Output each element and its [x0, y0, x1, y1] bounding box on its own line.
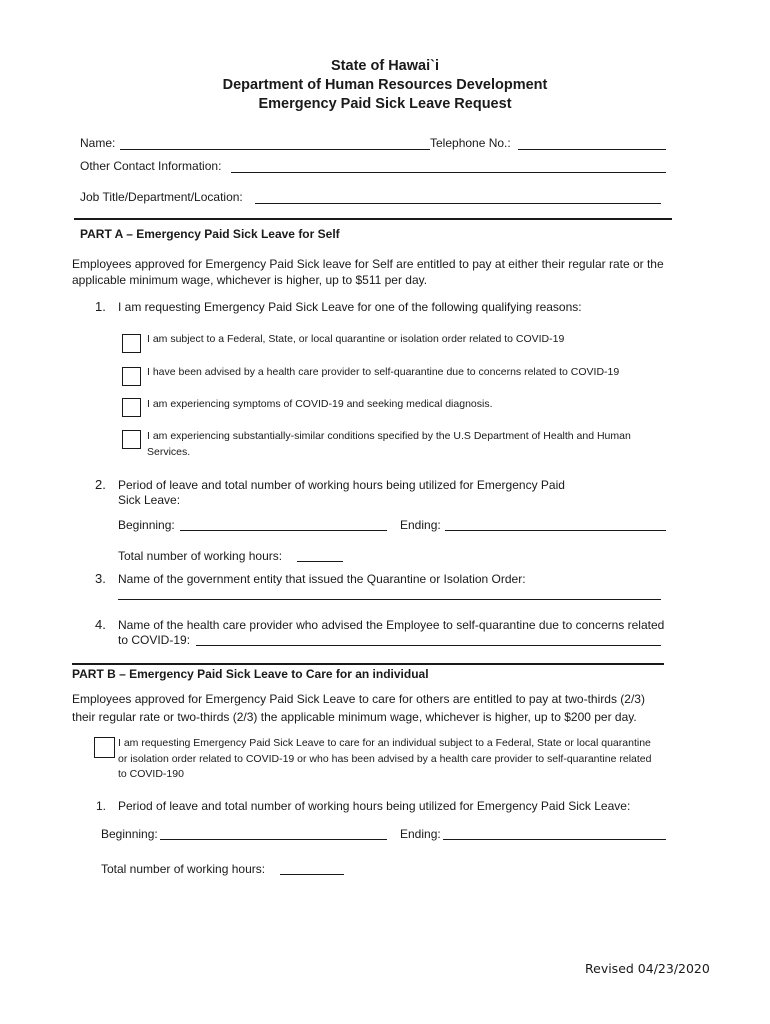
- reason-provider-advised-label: I have been advised by a health care provider to self-quarantine due to concerns related to COVID-19: [147, 366, 620, 378]
- form-title-state: State of Hawai`i: [331, 58, 439, 74]
- reason-provider-advised-checkbox[interactable]: [122, 367, 141, 386]
- part-a-total-hours-field[interactable]: [297, 561, 343, 562]
- part-a-intro-line2: applicable minimum wage, whichever is higher, up to $511 per day.: [72, 273, 428, 287]
- care-for-individual-line3: to COVID-190: [118, 768, 184, 780]
- other-contact-field[interactable]: [231, 172, 666, 173]
- part-b-beginning-label: Beginning:: [101, 827, 158, 841]
- reason-similar-conditions-label: I am experiencing substantially-similar conditions specified by the U.S Department of Health and Human: [147, 430, 631, 442]
- form-title-request: Emergency Paid Sick Leave Request: [258, 96, 512, 112]
- reason-quarantine-order-checkbox[interactable]: [122, 334, 141, 353]
- job-title-label: Job Title/Department/Location:: [80, 190, 243, 204]
- job-title-field[interactable]: [255, 203, 661, 204]
- part-a-item2-number: 2.: [95, 477, 106, 492]
- part-a-item1-text: I am requesting Emergency Paid Sick Leave for one of the following qualifying reasons:: [118, 300, 582, 314]
- part-b-total-hours-label: Total number of working hours:: [101, 862, 266, 876]
- reason-symptoms-checkbox[interactable]: [122, 398, 141, 417]
- form-title-department: Department of Human Resources Development: [222, 77, 548, 93]
- other-contact-label: Other Contact Information:: [80, 159, 222, 173]
- part-b-intro-line2: their regular rate or two-thirds (2/3) the applicable minimum wage, whichever is higher, up to $200 per day.: [72, 710, 637, 724]
- part-a-item3-text: Name of the government entity that issued the Quarantine or Isolation Order:: [118, 572, 526, 586]
- part-a-intro-line1: Employees approved for Emergency Paid Sick leave for Self are entitled to pay at either their regular rate or the: [72, 257, 664, 271]
- part-a-beginning-label: Beginning:: [118, 518, 175, 532]
- revision-date: Revised 04/23/2020: [585, 961, 710, 976]
- section-divider: [74, 218, 672, 220]
- reason-similar-conditions-label-cont: Services.: [147, 446, 191, 458]
- part-a-ending-label: Ending:: [400, 518, 441, 532]
- part-b-ending-label: Ending:: [400, 827, 441, 841]
- part-a-beginning-field[interactable]: [180, 530, 387, 531]
- part-a-ending-field[interactable]: [445, 530, 666, 531]
- care-for-individual-checkbox[interactable]: [94, 737, 115, 758]
- health-care-provider-field[interactable]: [196, 645, 661, 646]
- telephone-field[interactable]: [518, 149, 666, 150]
- part-a-item2-text-line2: Sick Leave:: [118, 493, 181, 507]
- part-a-item4-text-line1: Name of the health care provider who advised the Employee to self-quarantine due to concerns related: [118, 618, 665, 632]
- part-b-beginning-field[interactable]: [160, 839, 387, 840]
- part-a-item2-text-line1: Period of leave and total number of working hours being utilized for Emergency Paid: [118, 478, 565, 492]
- part-a-item1-number: 1.: [95, 299, 106, 314]
- care-for-individual-line1: I am requesting Emergency Paid Sick Leave to care for an individual subject to a Federal, State or local quarantine: [118, 737, 651, 749]
- name-label: Name:: [80, 136, 116, 150]
- reason-similar-conditions-checkbox[interactable]: [122, 430, 141, 449]
- part-b-item1-number: 1.: [96, 799, 107, 813]
- part-b-total-hours-field[interactable]: [280, 874, 344, 875]
- reason-symptoms-label: I am experiencing symptoms of COVID-19 and seeking medical diagnosis.: [147, 398, 493, 410]
- part-a-item4-number: 4.: [95, 617, 106, 632]
- part-b-item1-text: Period of leave and total number of working hours being utilized for Emergency Paid Sick Leave:: [118, 799, 631, 813]
- part-b-divider: [72, 663, 664, 665]
- part-b-intro-line1: Employees approved for Emergency Paid Sick Leave to care for others are entitled to pay at two-thirds (2/3): [72, 692, 645, 706]
- part-a-item3-number: 3.: [95, 571, 106, 586]
- care-for-individual-line2: or isolation order related to COVID-19 or who has been advised by a health care provider to self-quarantine related: [118, 753, 652, 765]
- name-field[interactable]: [120, 149, 430, 150]
- government-entity-field[interactable]: [118, 599, 661, 600]
- part-a-total-hours-label: Total number of working hours:: [118, 549, 283, 563]
- part-a-item4-text-line2: to COVID-19:: [118, 633, 191, 647]
- telephone-label: Telephone No.:: [430, 136, 511, 150]
- part-a-heading: PART A – Emergency Paid Sick Leave for Self: [80, 227, 340, 241]
- reason-quarantine-order-label: I am subject to a Federal, State, or local quarantine or isolation order related to COVID-19: [147, 333, 565, 345]
- part-b-ending-field[interactable]: [443, 839, 666, 840]
- part-b-heading: PART B – Emergency Paid Sick Leave to Care for an individual: [72, 667, 429, 681]
